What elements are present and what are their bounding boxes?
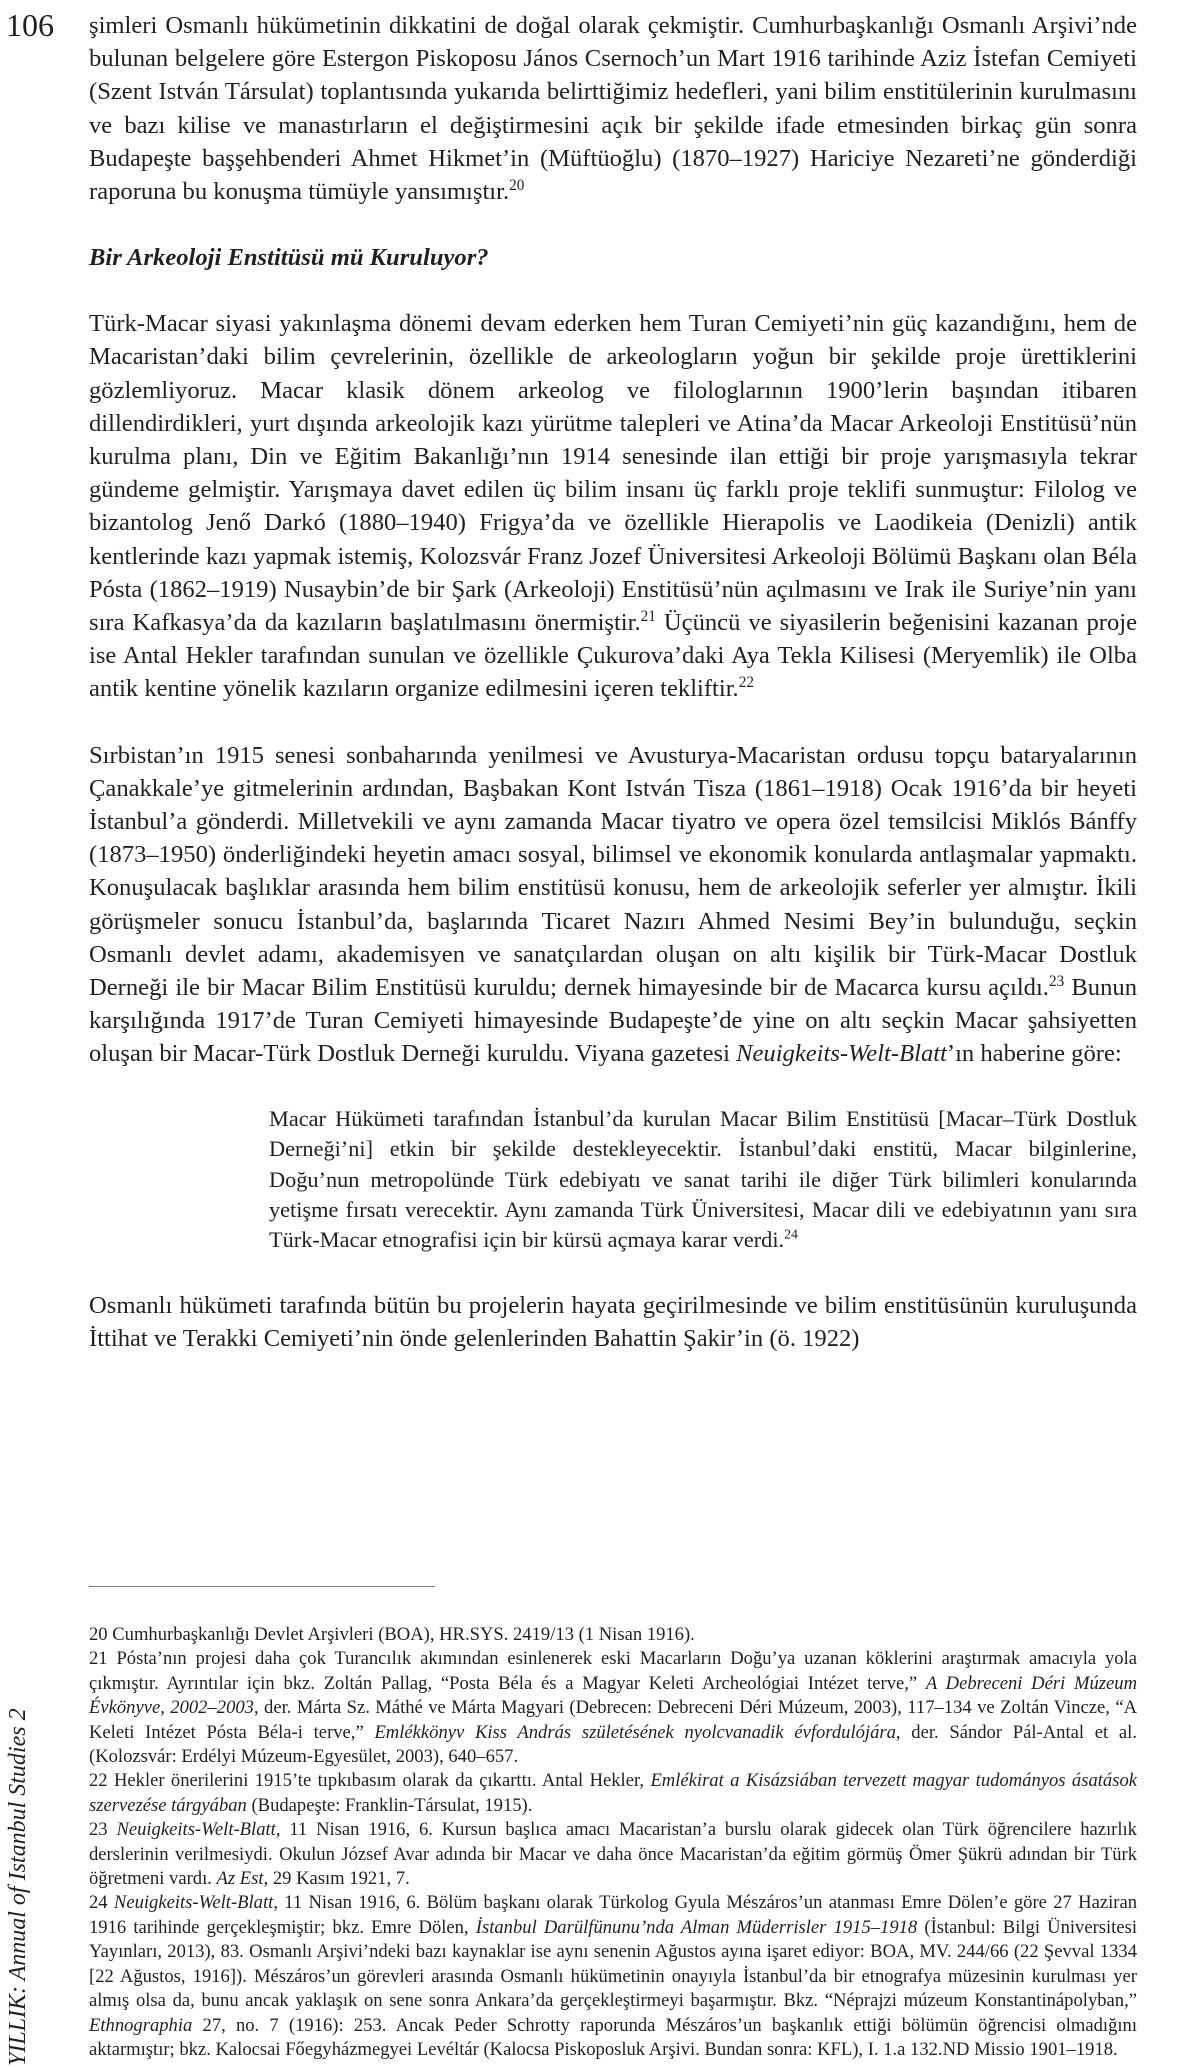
footnote-20: 20 Cumhurbaşkanlığı Devlet Arşivleri (BOA), HR.SYS. 2419/13 (1 Nisan 1916). [89,1624,695,1645]
footnote-21-title-1: A Debreceni Déri Múzeum Évkönyve, 2002–2003 [89,1672,1138,1719]
paragraph-3-text-b: Bunun karşılığında 1917’de Turan Cemiyeti himayesinde Budapeşte’de yine on altı seçkin Macar şahsiyetten oluşan bir Macar-Türk Dostluk Derneği kuruldu. Viyana gazetesi [89,974,1137,1068]
footnote-24-title-2: İstanbul Darülfünunu’nda Alman Müderrisler 1915–1918 [475,1916,918,1938]
footnote-22-text-b: (Budapeşte: Franklin-Társulat, 1915). [246,1794,533,1816]
footnote-ref-24: 24 [784,1227,798,1243]
paragraph-2-text-a: Türk-Macar siyasi yakınlaşma dönemi devam ederken hem Turan Cemiyeti’nin güç kazandığını, hem de Macaristan’daki bilim çevrelerinin, özellikle de arkeologların yoğun bir şekilde proje ürettiklerini gözlemliyoruz. Macar klasik dönem arkeolog ve filologlarının 1900’lerin başından itibaren dillendirdikleri, yurt dışında arkeolojik kazı yürütme talepleri ve Atina’da Macar Arkeoloji Enstitüsü’nün kurulma planı, Din ve Eğitim Bakanlığı’nın 1914 senesinde ilan ettiği bir proje yarışmasıyla tekrar gündeme gelmiştir. Yarışmaya davet edilen üç bilim insanı üç farklı proje teklifi sunmuştur: Filolog ve bizantolog Jenő Darkó (1880–1940) Frigya’da ve özellikle Hierapolis ve Laodikeia (Denizli) antik kentlerinde kazı yapmak istemiş, Kolozsvár Franz Jozef Üniversitesi Arkeoloji Bölümü Başkanı olan Béla Pósta (1862–1919) Nusaybin’de bir Şark (Arkeoloji) Enstitüsü’nün açılmasını ve Irak ile Suriye’nin yanı sıra Kafkasya’da da kazıların başlatılmasını önermiştir. [89,310,1137,637]
footnote-24-text-b: , 11 Nisan 1916, 6. Bölüm başkanı olarak Türkolog Gyula Mészáros’un atanması Emre Dölen’e göre 27 Haziran 1916 tarihinde gerçekleşmiştir; bkz. Emre Dölen, [89,1892,1137,1938]
footnote-23-text-b: , 11 Nisan 1916, 6. Kursun başlıca amacı Macaristan’a burslu olarak gidecek olan Türk öğrencilere hazırlık derslerinin verilmesiydi. Okulun József Avar adında bir Macar ve daha önce Macaristan’da eğitim görmüş Ömer Şükrü adından bir Türk öğretmeni vardı. [89,1819,1137,1890]
paragraph-2 [89,307,1137,705]
footnote-22-text-a: 22 Hekler önerilerini 1915’te tıpkıbasım olarak da çıkarttı. Antal Hekler, [89,1770,651,1792]
main-text [89,9,1137,1355]
section-heading: Bir Arkeoloji Enstitüsü mü Kuruluyor? [89,244,489,272]
footnote-ref-20: 20 [509,176,525,194]
paragraph-3 [89,739,1137,1071]
footnote-21 [89,1647,1137,1769]
footnote-21-title-2: Emlékkönyv Kiss András születésének nyolcvanadik évfordulójára [374,1721,896,1743]
footnote-23 [89,1818,1137,1891]
footnote-23-title-1: Neuigkeits-Welt-Blatt [116,1819,276,1841]
footnote-ref-21: 21 [640,607,656,625]
paragraph-2-text-b: Üçüncü ve siyasilerin beğenisini kazanan proje ise Antal Hekler tarafından sunulan ve özellikle Çukurova’daki Aya Tekla Kilisesi (Meryemlik) ile Olba antik kentine yönelik kazıların organize edilmesini içeren tekliftir. [89,609,1137,703]
page-number: 106 [6,7,54,43]
footnote-divider [89,1586,435,1587]
footnote-24-text-d: 27, no. 7 (1916): 253. Ancak Peder Schrotty raporunda Mészáros’un başkanlık ettiği bölümün öğrencisi olmadığını aktarmıştır; bkz. Kalocsai Főegyházmegyei Levéltár (Kalocsa Piskoposluk Arşivi. Bundan sonra: KFL), I. 1.a 132.ND Missio 1901–1918. [89,2014,1137,2060]
paragraph-1-text: şimleri Osmanlı hükümetinin dikkatini de doğal olarak çekmiştir. Cumhurbaşkanlığı Osmanlı Arşivi’nde bulunan belgelere göre Estergon Piskoposu János Csernoch’un Mart 1916 tarihinde Aziz İstefan Cemiyeti (Szent István Társulat) toplantısında yukarıda belirttiğimiz hedefleri, yani bilim enstitülerinin kurulmasını ve bazı kilise ve manastırların el değiştirmesini açık bir şekilde ifade etmesinden birkaç gün sonra Budapeşte başşehbenderi Ahmet Hikmet’in (Müftüoğlu) (1870–1927) Hariciye Nezareti’ne gönderdiği raporuna bu konuşma tümüyle yansımıştır. [89,12,1137,206]
block-quote-text: Macar Hükümeti tarafından İstanbul’da kurulan Macar Bilim Enstitüsü [Macar–Türk Dostluk Derneği’ni] etkin bir şekilde destekleyecektir. İstanbul’daki enstitü, Macar bilginlerine, Doğu’nun metropolünde Türk edebiyatı ve sanat tarihi ile diğer Türk bilimleri konularında yetişme fırsatı verecektir. Aynı zamanda Türk Üniversitesi, Macar dili ve edebiyatının yanı sıra Türk-Macar etnografisi için bir kürsü açmaya karar verdi. [269,1105,1137,1253]
footnote-21-text-a: 21 Pósta’nın projesi daha çok Turancılık akımından esinlenerek eski Macarların Doğu’ya uzanan köklerini araştırmak amacıyla yola çıkmıştır. Ayrıntılar için bkz. Zoltán Pallag, “Posta Béla és a Magyar Keleti Archeológiai Intézet terve,” [89,1648,1137,1694]
newspaper-title: Neuigkeits-Welt-Blatt [736,1040,947,1068]
footnote-ref-23: 23 [1048,972,1065,990]
footnote-21-text-b: , der. Márta Sz. Máthé ve Márta Magyari (Debrecen: Debreceni Déri Múzeum, 2003), 117–134 ve Zoltán Vincze, “A Keleti Intézet Pósta Béla-i terve,” [89,1697,1137,1743]
footnotes [89,1623,1137,2062]
footnote-24-title-3: Ethnographia [89,2014,193,2036]
footnote-24-title-1: Neuigkeits-Welt-Blatt [113,1892,274,1914]
footnote-24 [89,1891,1137,2062]
footnote-22 [89,1769,1137,1818]
paragraph-3-text-c: ’ın haberine göre: [946,1040,1122,1068]
paragraph-1 [89,9,1137,208]
footnote-23-title-2: Az Est [216,1868,264,1890]
paragraph-4: Osmanlı hükümeti tarafında bütün bu projelerin hayata geçirilmesinde ve bilim enstitüsünün kuruluşunda İttihat ve Terakki Cemiyeti’nin önde gelenlerinden Bahattin Şakir’in (ö. 1922) [89,1291,1137,1352]
footnote-ref-22: 22 [738,674,754,692]
footnote-24-text-c: (İstanbul: Bilgi Üniversitesi Yayınları, 2013), 83. Osmanlı Arşivi’ndeki bazı kaynaklar ise aynı senenin Ağustos ayına işaret ediyor: BOA, MV. 244/66 (22 Şevval 1334 [22 Ağustos, 1916]). Mészáros’un görevleri arasında Osmanlı hükümetinin onayıyla İstanbul’da bir etnografya müzesinin kurulması yer almış olsa da, bunu ancak yaklaşık on sene sonra Ankara’da gerçekleştirmeyi başarmıştır. Bkz. “Néprajzi múzeum Konstantinápolyban,” [89,1916,1137,2012]
footnote-21-text-c: , der. Sándor Pál-Antal et al. (Kolozsvár: Erdélyi Múzeum-Egyesület, 2003), 640–657. [89,1721,1137,1768]
block-quote [269,1104,1137,1256]
footnote-24-number: 24 [89,1892,114,1914]
paragraph-3-text-a: Sırbistan’ın 1915 senesi sonbaharında yenilmesi ve Avusturya-Macaristan ordusu topçu bataryalarının Çanakkale’ye gitmelerinin ardından, Başbakan Kont István Tisza (1861–1918) Ocak 1916’da bir heyeti İstanbul’a gönderdi. Milletvekili ve aynı zamanda Macar tiyatro ve opera özel temsilcisi Miklós Bánffy (1873–1950) önderliğindeki heyetin amacı sosyal, bilimsel ve ekonomik konularda antlaşmalar yapmaktı. Konuşulacak başlıklar arasında hem bilim enstitüsü konusu, hem de arkeolojik seferler yer almıştır. İkili görüşmeler sonucu İstanbul’da, başlarında Ticaret Nazırı Ahmed Nesimi Bey’in bulunduğu, seçkin Osmanlı devlet adamı, akademisyen ve sanatçılardan oluşan on altı kişilik bir Türk-Macar Dostluk Derneği ile bir Macar Bilim Enstitüsü kuruldu; dernek himayesinde bir de Macarca kursu açıldı. [89,741,1137,1002]
footnote-23-number: 23 [89,1819,117,1841]
footnote-22-title: Emlékirat a Kisázsiában tervezett magyar tudományos ásatások szervezése tárgyában [89,1770,1137,1816]
footnote-23-text-c: , 29 Kasım 1921, 7. [263,1868,410,1890]
running-head: YILLIK: Annual of Istanbul Studies 2 [5,1708,31,2066]
